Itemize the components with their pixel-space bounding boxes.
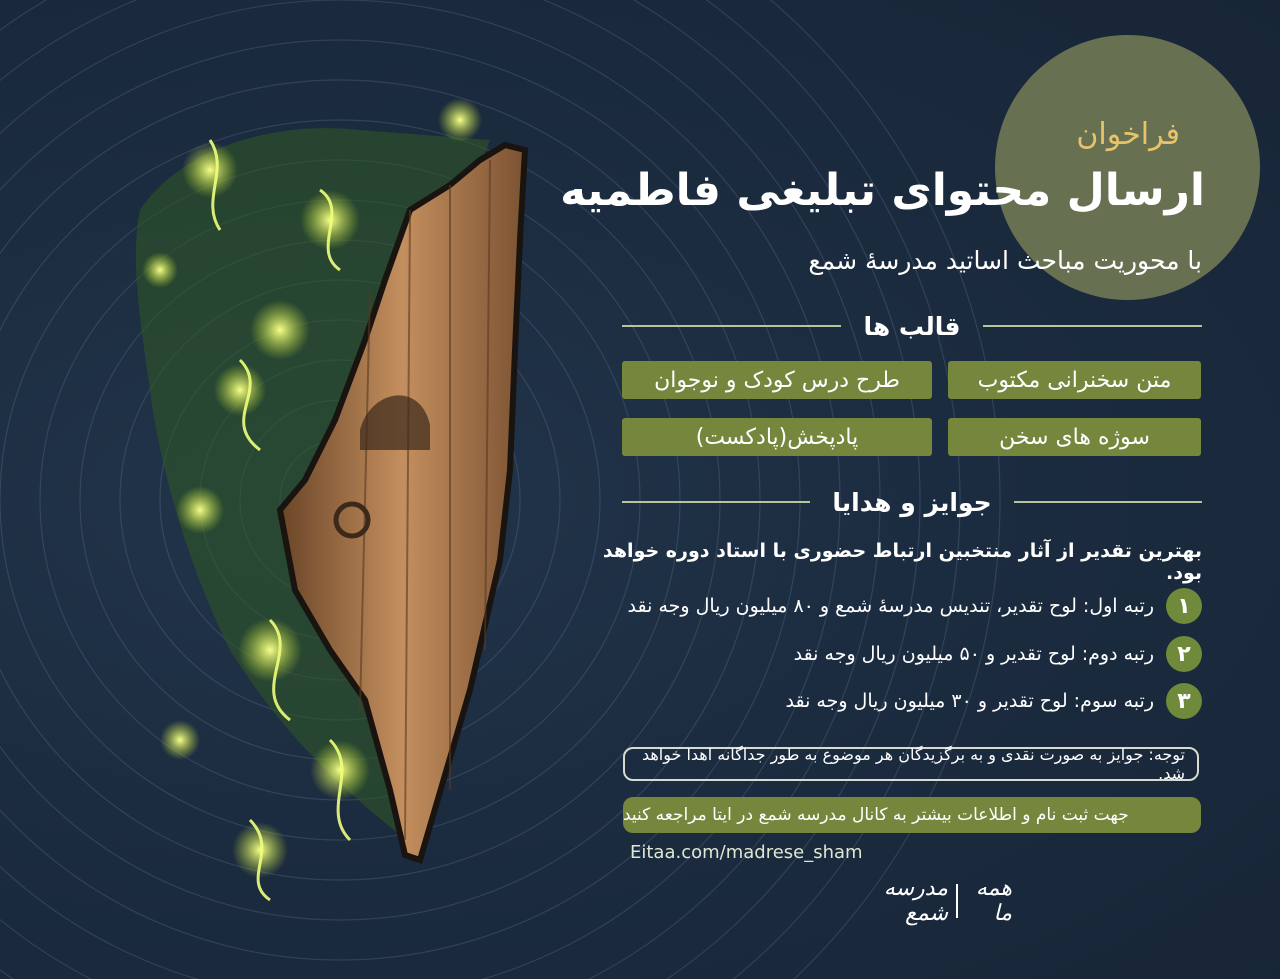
logo-hame-ma: همه ما <box>975 876 1012 926</box>
divider-right <box>983 325 1202 327</box>
eitaa-channel-link[interactable]: Eitaa.com/madrese_sham <box>630 842 863 863</box>
logo-madrese-sham: مدرسه شمع <box>883 876 949 926</box>
registration-info: جهت ثبت نام و اطلاعات بیشتر به کانال مدرسه شمع در ایتا مراجعه کنید <box>623 797 1201 833</box>
format-speech-topics: سوژه های سخن <box>948 418 1201 456</box>
format-podcast: پادپخش(پادکست) <box>622 418 932 456</box>
divider-right <box>1014 501 1202 503</box>
logos <box>862 878 1012 924</box>
logo-separator <box>956 884 958 918</box>
prize-rank-badge: ۳ <box>1166 683 1202 719</box>
divider-left <box>622 501 810 503</box>
divider-left <box>622 325 841 327</box>
subtitle: با محوریت مباحث اساتید مدرسهٔ شمع <box>808 246 1202 275</box>
prize-description: رتبه سوم: لوح تقدیر و ۳۰ میلیون ریال وجه نقد <box>785 690 1154 712</box>
prize-description: رتبه اول: لوح تقدیر، تندیس مدرسهٔ شمع و ۸۰ میلیون ریال وجه نقد <box>627 595 1154 617</box>
prize-description: رتبه دوم: لوح تقدیر و ۵۰ میلیون ریال وجه نقد <box>793 643 1154 665</box>
formats-heading <box>622 306 1202 346</box>
main-title: ارسال محتوای تبلیغی فاطمیه <box>560 165 1205 216</box>
formats-heading-label: قالب ها <box>863 311 961 341</box>
prize-row-2 <box>582 636 1202 672</box>
prize-row-3 <box>582 683 1202 719</box>
prizes-note: توجه: جوایز به صورت نقدی و به برگزیدگان هر موضوع به طور جداگانه اهدا خواهد شد. <box>623 747 1199 781</box>
format-written-speech: متن سخنرانی مکتوب <box>948 361 1201 399</box>
prizes-intro: بهترین تقدیر از آثار منتخبین ارتباط حضوری با استاد دوره خواهد بود. <box>602 540 1202 584</box>
prizes-heading <box>622 482 1202 522</box>
prize-row-1 <box>582 588 1202 624</box>
prize-rank-badge: ۱ <box>1166 588 1202 624</box>
prize-rank-badge: ۲ <box>1166 636 1202 672</box>
prizes-heading-label: جوایز و هدایا <box>832 487 992 517</box>
format-lesson-plan: طرح درس کودک و نوجوان <box>622 361 932 399</box>
palestine-map-illustration <box>120 90 540 920</box>
call-label: فراخوان <box>1076 117 1180 152</box>
